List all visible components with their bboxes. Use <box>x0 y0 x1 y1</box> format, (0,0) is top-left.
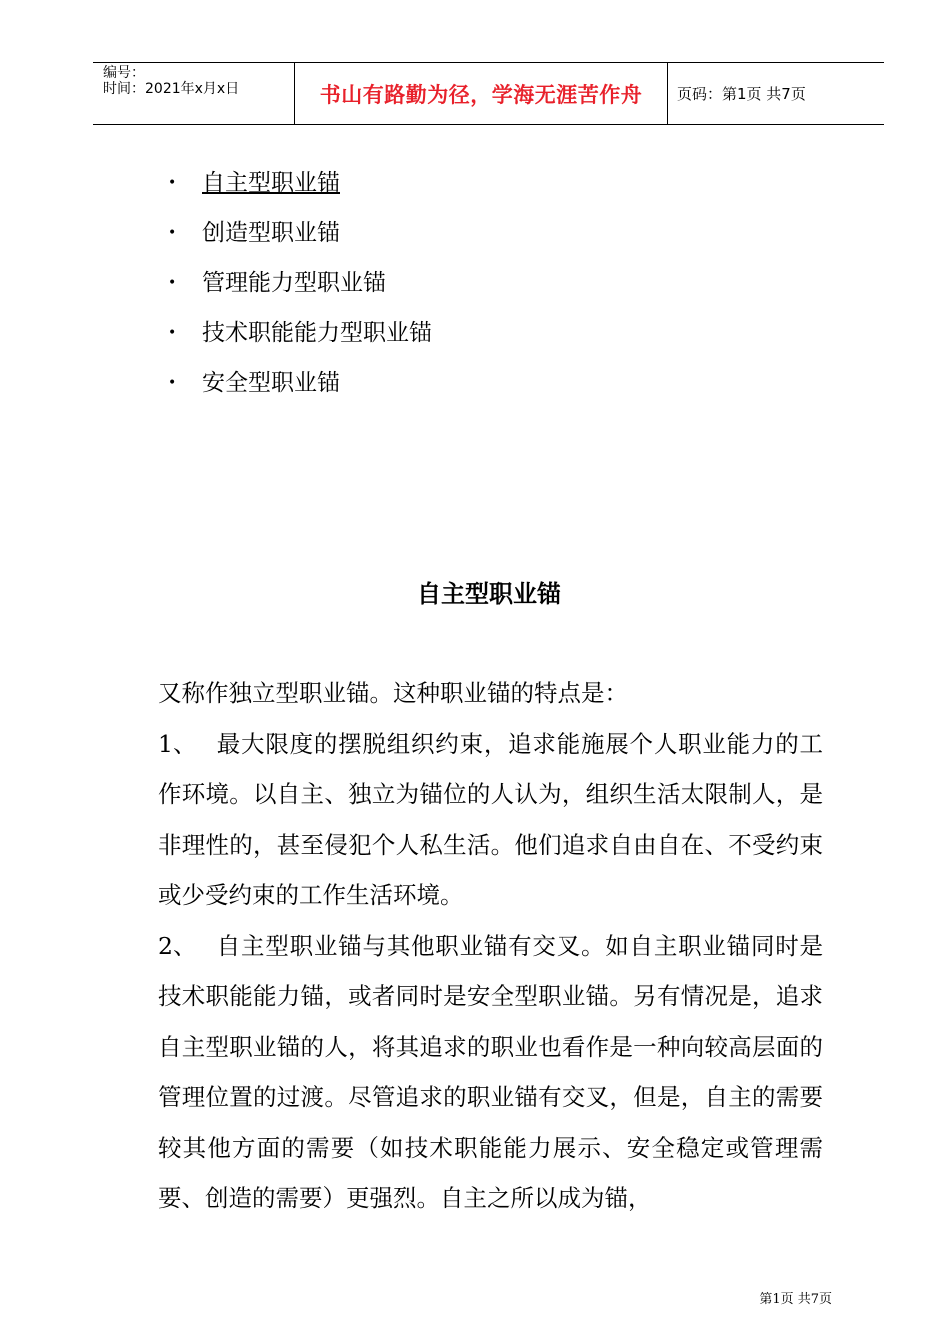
anchor-item-label: 管理能力型职业锚 <box>202 270 386 296</box>
bullet-icon: • <box>168 175 177 191</box>
point-number: 2、 <box>158 931 197 960</box>
page-header <box>93 62 884 125</box>
bullet-icon: • <box>168 275 177 291</box>
header-page-info: 页码：第1页 共7页 <box>677 85 806 103</box>
header-page-cell <box>668 63 884 124</box>
list-item <box>168 258 432 308</box>
bullet-icon: • <box>168 375 177 391</box>
anchor-item-label: 创造型职业锚 <box>202 220 340 246</box>
section-body <box>158 668 823 1224</box>
bullet-icon: • <box>168 325 177 341</box>
anchor-type-list <box>168 158 432 408</box>
header-motto-cell <box>295 63 668 124</box>
section-title: 自主型职业锚 <box>417 580 561 608</box>
point-paragraph <box>158 719 823 921</box>
point-number: 1、 <box>158 729 197 758</box>
footer-page-info: 第1页 共7页 <box>759 1292 832 1307</box>
point-text: 自主型职业锚与其他职业锚有交叉。如自主职业锚同时是技术职能能力锚，或者同时是安全型职业锚。另有情况是，追求自主型职业锚的人，将其追求的职业也看作是一种向较高层面的管理位置的过渡。尽管追求的职业锚有交叉，但是，自主的需要较其他方面的需要（如技术职能能力展示、安全稳定或管理需要、创造的需要）更强烈。自主之所以成为锚， <box>158 931 823 1212</box>
document-time-label: 时间：2021年x月x日 <box>103 81 240 97</box>
bullet-icon: • <box>168 225 177 241</box>
list-item <box>168 358 432 408</box>
header-meta <box>93 63 295 124</box>
anchor-item-label: 技术职能能力型职业锚 <box>202 320 432 346</box>
list-item <box>168 308 432 358</box>
list-item[interactable] <box>168 158 432 208</box>
anchor-link-autonomy[interactable]: 自主型职业锚 <box>202 170 340 196</box>
list-item <box>168 208 432 258</box>
anchor-item-label: 安全型职业锚 <box>202 370 340 396</box>
header-motto: 书山有路勤为径，学海无涯苦作舟 <box>319 82 643 107</box>
point-paragraph <box>158 921 823 1224</box>
point-text: 最大限度的摆脱组织约束，追求能施展个人职业能力的工作环境。以自主、独立为锚位的人认为，组织生活太限制人，是非理性的，甚至侵犯个人私生活。他们追求自由自在、不受约束或少受约束的工作生活环境。 <box>158 729 823 909</box>
intro-paragraph: 又称作独立型职业锚。这种职业锚的特点是： <box>158 679 628 707</box>
document-number-label: 编号： <box>103 65 145 81</box>
